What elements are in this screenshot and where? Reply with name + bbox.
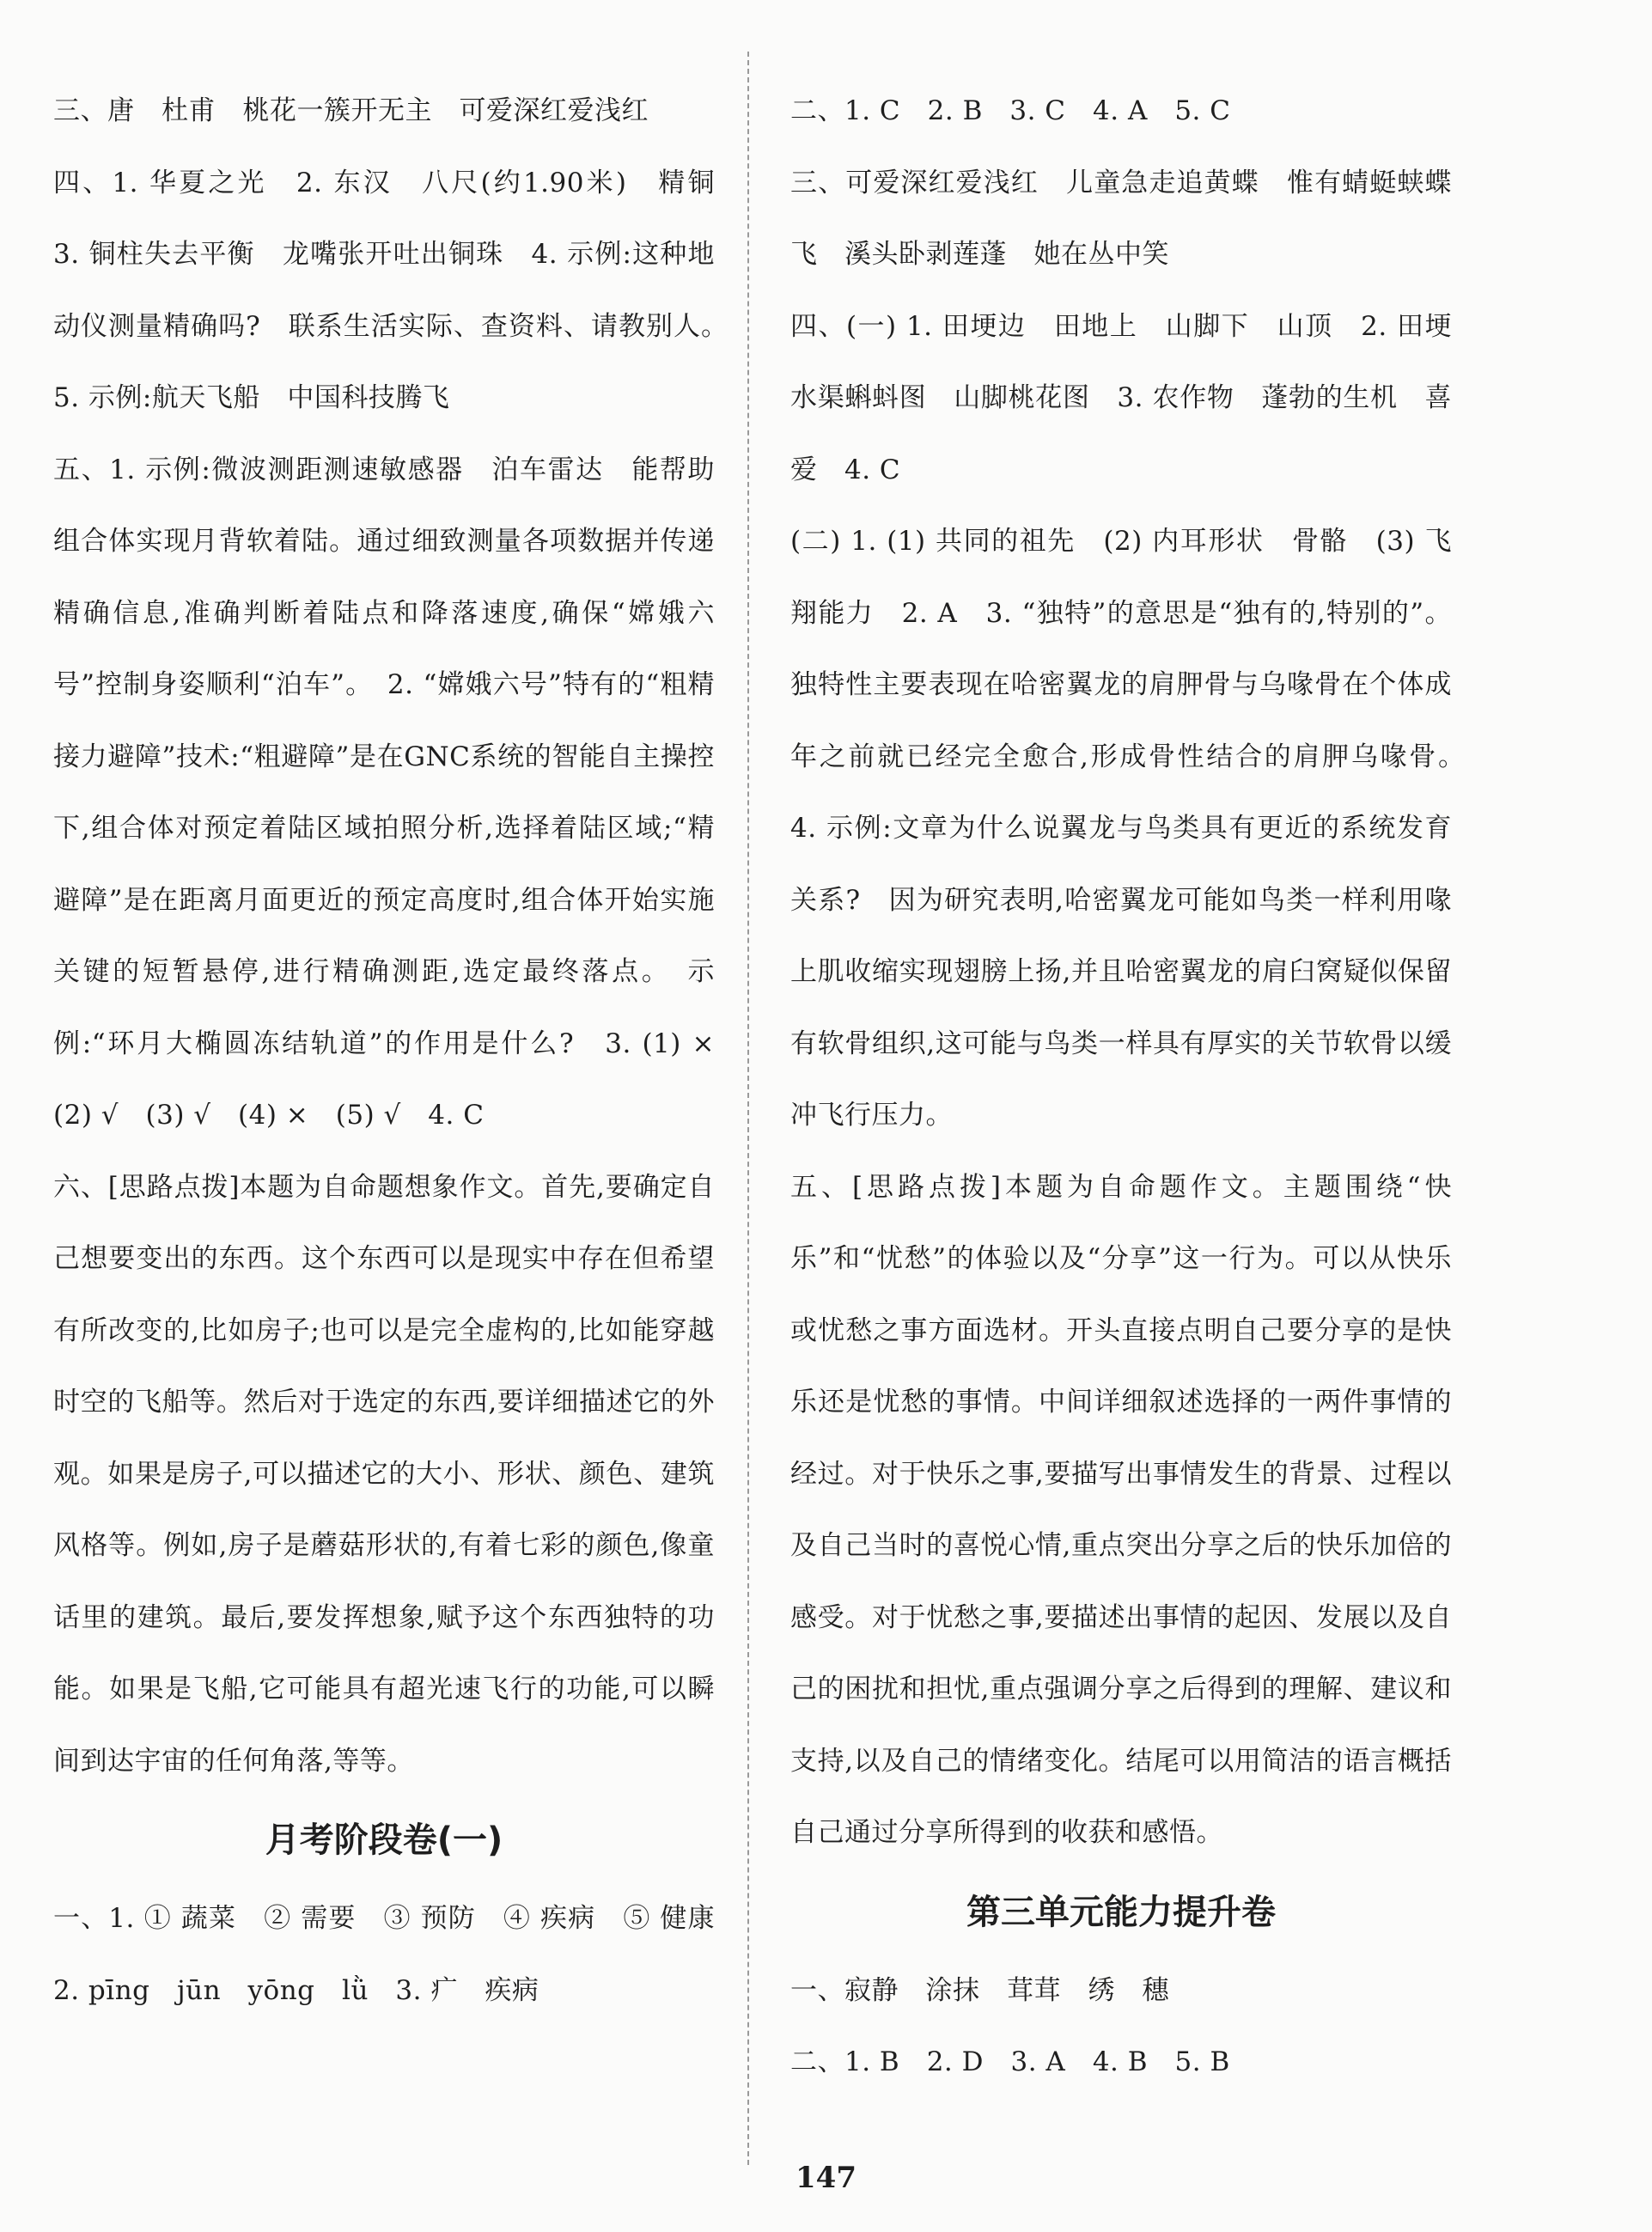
answer-block: 二、1. B 2. D 3. A 4. B 5. B [790,2046,1230,2077]
right-column [790,76,1479,2099]
section-title: 第三单元能力提升卷 [966,1892,1276,1932]
answer-block: 三、唐 杜甫 桃花一簇开无主 可爱深红爱浅红 [53,95,649,126]
answer-block: 六、[思路点拨]本题为自命题想象作文。首先,要确定自己想要变出的东西。这个东西可以是现实中存在但希望有所改变的,比如房子;也可以是完全虚构的,比如能穿越时空的飞船等。然后对于选定的东西,要详细描述它的外观。如果是房子,可以描述它的大小、形状、颜色、建筑风格等。例如,房子是蘑菇形状的,有着七彩的颜色,像童话里的建筑。最后,要发挥想象,赋予这个东西独特的功能。如果是飞船,它可能具有超光速飞行的功能,可以瞬间到达宇宙的任何角落,等等。 [53,1171,715,1777]
section-title: 月考阶段卷(一) [265,1820,503,1860]
answer-block: 二、1. C 2. B 3. C 4. A 5. C [790,95,1231,126]
answer-block: 四、(一) 1. 田埂边 田地上 山脚下 山顶 2. 田埂水渠蝌蚪图 山脚桃花图 3. 农作物 蓬勃的生机 喜爱 4. C [790,310,1452,485]
answer-block: 五、[思路点拨]本题为自命题作文。主题围绕“快乐”和“忧愁”的体验以及“分享”这一行为。可以从快乐或忧愁之事方面选材。开头直接点明自己要分享的是快乐还是忧愁的事情。中间详细叙述选择的一两件事情的经过。对于快乐之事,要描写出事情发生的背景、过程以及自己当时的喜悦心情,重点突出分享之后的快乐加倍的感受。对于忧愁之事,要描述出事情的起因、发展以及自己的困扰和担忧,重点强调分享之后得到的理解、建议和支持,以及自己的情绪变化。结尾可以用简洁的语言概括自己通过分享所得到的收获和感悟。 [790,1171,1452,1848]
answer-block: 一、1. ① 蔬菜 ② 需要 ③ 预防 ④ 疾病 ⑤ 健康 2. pīng jūn yōng lǜ 3. 疒 疾病 [53,1903,742,2006]
answer-block: 一、寂静 涂抹 茸茸 绣 穗 [790,1974,1169,2006]
column-divider [747,52,749,2165]
answer-block: 五、1. 示例:微波测距测速敏感器 泊车雷达 能帮助组合体实现月背软着陆。通过细致测量各项数据并传递精确信息,准确判断着陆点和降落速度,确保“嫦娥六号”控制身姿顺利“泊车”。 2. “嫦娥六号”特有的“粗精接力避障”技术:“粗避障”是在GNC系统的智能自主操控下,组合体对预定着陆区域拍照分析,选择着陆区域;“精避障”是在距离月面更近的预定高度时,组合体开始实施关键的短暂悬停,进行精确测距,选定最终落点。 示例:“环月大椭圆冻结轨道”的作用是什么? 3. (1) × (2) √ (3) √ (4) × (5) √ 4. C [53,454,742,1131]
page-number: 147 [796,2161,856,2195]
left-column [53,76,742,2027]
answer-block: (二) 1. (1) 共同的祖先 (2) 内耳形状 骨骼 (3) 飞翔能力 2. A 3. “独特”的意思是“独有的,特别的”。独特性主要表现在哈密翼龙的肩胛骨与乌喙骨在个体成年之前就已经完全愈合,形成骨性结合的肩胛乌喙骨。 4. 示例:文章为什么说翼龙与鸟类具有更近的系统发育关系? 因为研究表明,哈密翼龙可能如鸟类一样利用喙上肌收缩实现翅膀上扬,并且哈密翼龙的肩臼窝疑似保留有软骨组织,这可能与鸟类一样具有厚实的关节软骨以缓冲飞行压力。 [790,526,1479,1131]
answer-block: 四、1. 华夏之光 2. 东汉 八尺(约1.90米) 精铜 3. 铜柱失去平衡 龙嘴张开吐出铜珠 4. 示例:这种地动仪测量精确吗? 联系生活实际、查资料、请教别人。 5. 示例:航天飞船 中国科技腾飞 [53,167,742,413]
answer-block: 三、可爱深红爱浅红 儿童急走追黄蝶 惟有蜻蜓蛱蝶飞 溪头卧剥莲蓬 她在丛中笑 [790,167,1452,270]
